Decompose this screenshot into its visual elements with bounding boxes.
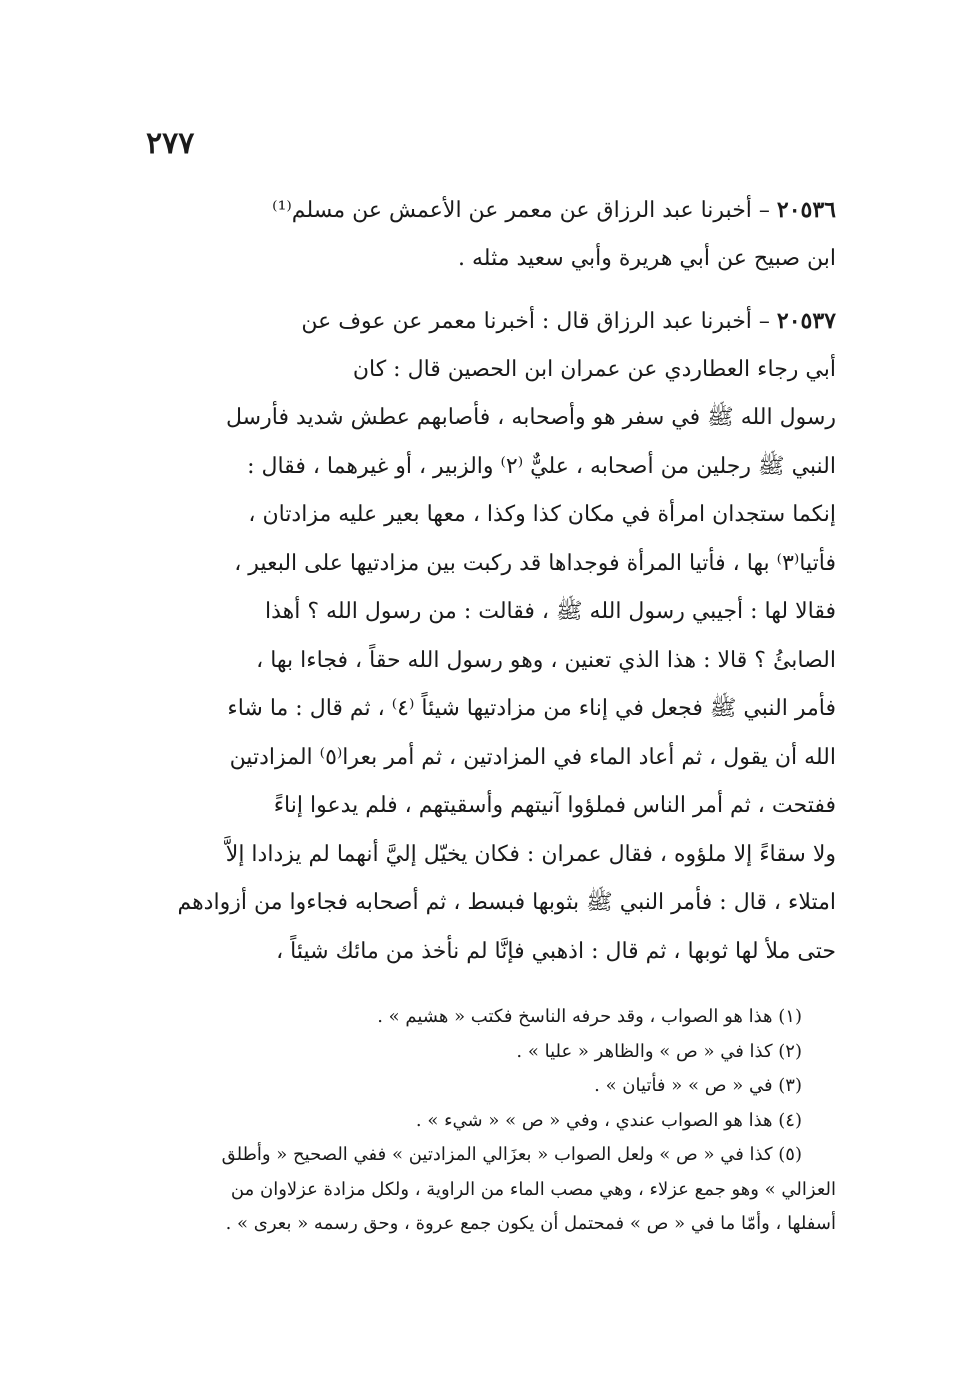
text-line: فأمر النبي ﷺ فجعل في إناء من مزادتيها شيئاً ⁽٤⁾ ، ثم قال : ما شاء (227, 696, 836, 721)
text-line: ولا سقاءً إلا ملؤوه ، فقال عمران : فكان يخيّل إليَّ أنهما لم يزدادا إلاَّ (225, 841, 836, 867)
hadith-number: ٢٠٥٣٦ (776, 197, 836, 223)
footnote-1: (١) هذا هو الصواب ، وقد حرفه الناسخ فكتب « هشيم » . (377, 1006, 802, 1027)
text-line: الله أن يقول ، ثم أعاد الماء في المزادتين ، ثم أمر بعرا⁽٥⁾ المزادتين (229, 744, 836, 770)
text-line: ابن صبيح عن أبي هريرة وأبي سعيد مثله . (458, 245, 836, 271)
footnote-5: (٥) كذا في « ص » ولعل الصواب « بعزَالي المزادتين » ففي الصحيح « وأطلق (221, 1144, 802, 1165)
text-line: فأتيا⁽٣⁾ بها ، فأتيا المرأة فوجداها قد ركبت بين مزادتيها على البعير ، (234, 550, 836, 576)
footnote-5-continuation: العزالي » وهو جمع عزلاء ، وهي مصب الماء من الراوية ، ولكل مزادة عزلاوان من (230, 1178, 836, 1200)
text-line: أبي رجاء العطاردي عن عمران ابن الحصين قال : كان (352, 356, 836, 382)
text-line: فقالا لها : أجيبي رسول الله ﷺ ، فقالت : من رسول الله ؟ أهذا (264, 599, 836, 624)
line-text: – أخبرنا عبد الرزاق قال : أخبرنا معمر عن عوف عن (301, 309, 770, 334)
page-number: ٢٧٧ (146, 126, 195, 161)
hadith-20536 (146, 186, 836, 283)
text-line: رسول الله ﷺ في سفر هو وأصحابه ، فأصابهم عطش شديد فأرسل (226, 405, 836, 430)
text-line: ففتحت ، ثم أمر الناس فملؤوا آنيتهم وأسقيتهم ، فلم يدعوا إناءً (273, 793, 836, 818)
footnotes (146, 1000, 836, 1242)
hadith-number: ٢٠٥٣٧ (776, 308, 836, 334)
text-line (146, 186, 836, 235)
text-line: إنكما ستجدان امرأة في مكان كذا وكذا ، معها بعير عليه مزادتان ، (248, 502, 836, 527)
text-line: امتلاء ، قال : فأمر النبي ﷺ بثوبها فبسط ، ثم أصحابه فجاءوا من أزوادهم (177, 890, 836, 915)
text-line: حتى ملأ لها ثوبها ، ثم قال : اذهبي فإنَّا لم نأخذ من مائك شيئاً ، (276, 938, 836, 964)
footnote-4: (٤) هذا هو الصواب عندي ، وفي « ص » « شيء » . (415, 1109, 802, 1131)
footnote-2: (٢) كذا في « ص » والظاهر « عليا » . (516, 1040, 802, 1062)
main-text (146, 186, 836, 990)
text-line: الصابئُ ؟ قالا : هذا الذي تعنين ، وهو رسول الله حقاً ، فجاءا بها ، (256, 647, 836, 673)
hadith-20537 (146, 297, 836, 976)
text-line: النبي ﷺ رجلين من أصحابه ، عليٌّ ⁽٢⁾ والزبير ، أو غيرهما ، فقال : (247, 453, 836, 479)
footnote-5-continuation: أسفلها ، وأمّا ما في « ص » فمحتمل أن يكون جمع عروة ، وحق رسمه « بعرى » . (225, 1213, 836, 1234)
line-text: – أخبرنا عبد الرزاق عن معمر عن الأعمش عن مسلم⁽¹⁾ (272, 198, 770, 223)
text-line (146, 297, 836, 346)
footnote-3: (٣) في « ص » « فأتيان » . (594, 1075, 802, 1096)
